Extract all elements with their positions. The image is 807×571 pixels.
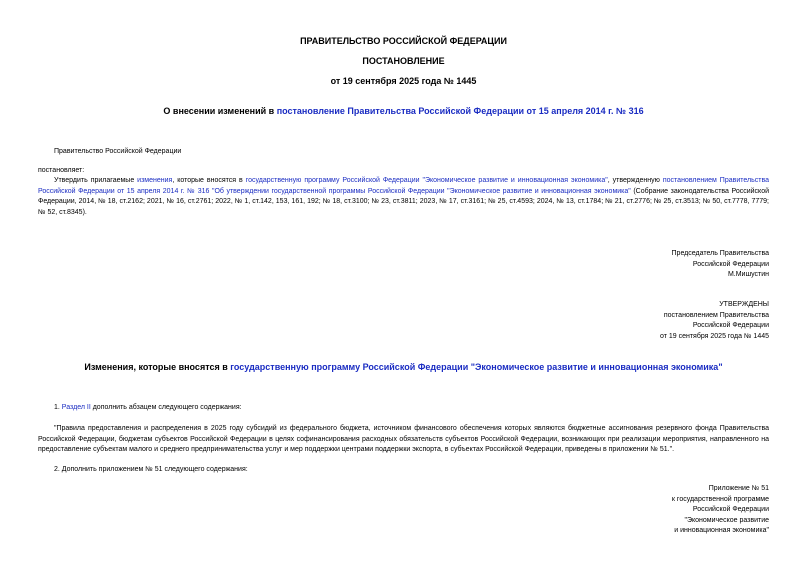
section-ii-link[interactable]: Раздел II (61, 404, 91, 411)
item-2: 2. Дополнить приложением № 51 следующего содержания: (54, 466, 248, 473)
document-type: ПОСТАНОВЛЕНИЕ (362, 56, 445, 66)
government-heading: ПРАВИТЕЛЬСТВО РОССИЙСКОЙ ФЕДЕРАЦИИ (300, 36, 507, 46)
paragraph-1 (38, 176, 769, 218)
item-1-text: дополнить абзацем следующего содержания: (90, 404, 242, 411)
title-prefix: О внесении изменений в (163, 106, 277, 116)
item-1 (38, 403, 769, 414)
approval-line-2: постановлением Правительства (663, 311, 769, 319)
preamble-decree: постановляет: (38, 167, 85, 174)
title-link[interactable]: постановление Правительства Российской Федерации от 15 апреля 2014 г. № 316 (276, 106, 644, 116)
approval-line-1: УТВЕРЖДЕНЫ (719, 301, 769, 308)
appendix-line-3: Российской Федерации (692, 506, 769, 513)
para1-text-1: Утвердить прилагаемые (54, 177, 138, 184)
changes-link[interactable]: изменения (137, 177, 173, 184)
item-1-number: 1. (54, 404, 62, 411)
quoted-paragraph: "Правила предоставления и распределения в 2025 году субсидий из федерального бюджета, источником финансового обеспечения которых являются бюджетные ассигнования резервного фонда Правительства Российской Федерации, бюджетам субъектов Российской Федерации в целях софинансирования расходных обязательств субъектов Российской Федерации, возникающих при реализации мероприятия, направленного на предоставление субъектам малого и среднего предпринимательства услуг и мер поддержки центрами поддержки экспорта, в субъектах Российской Федерации, приведены в приложении № 51.". (38, 425, 769, 453)
appendix-line-5: и инновационная экономика" (674, 527, 769, 534)
appendix-line-2: к государственной программе (671, 495, 769, 503)
para1-text-4: (Собрание законодательства Российской Федерации, 2014, № 18, ст.2162; 2021, № 16, ст.2761; 2022, № 1, ст.142, 153, 161, 192; № 18, ст.3100; № 23, ст.3811; 2023, № 17, ст.3161; № 25, ст.4593; 2024, № 13, ст.1784; № 21, ст.2776; № 25, ст.3513; № 50, ст.7778, 7779; № 52, ст.8345). (38, 187, 769, 216)
approval-line-4: от 19 сентября 2025 года № 1445 (659, 332, 769, 340)
signature-block (469, 249, 769, 281)
appendix-block (469, 484, 769, 537)
signature-line-2: Российской Федерации (692, 260, 769, 268)
para1-text-3: , утвержденную (607, 177, 663, 184)
resolution-link[interactable]: постановлением Правительства Российской Федерации от 15 апреля 2014 г. № 316 "Об утверждении государственной программы Российской Федерации "Экономическое развитие и инновационная экономика" (38, 177, 769, 195)
signature-line-1: Председатель Правительства (671, 250, 769, 257)
changes-heading-link[interactable]: государственную программу Российской Федерации "Экономическое развитие и инновационная экономика" (230, 362, 723, 372)
document-date-number: от 19 сентября 2025 года № 1445 (330, 76, 477, 86)
program-link[interactable]: государственную программу Российской Федерации "Экономическое развитие и инновационная экономика" (245, 177, 608, 184)
changes-heading-prefix: Изменения, которые вносятся в (84, 362, 231, 372)
appendix-line-1: Приложение № 51 (708, 485, 769, 492)
para1-text-2: , которые вносятся в (172, 177, 246, 184)
preamble-actor: Правительство Российской Федерации (54, 148, 182, 155)
changes-heading (0, 362, 807, 373)
approval-line-3: Российской Федерации (692, 322, 769, 329)
document-title (0, 106, 807, 117)
signature-name: М.Мишустин (727, 271, 769, 278)
appendix-line-4: "Экономическое развитие (684, 516, 769, 524)
approval-block (469, 300, 769, 342)
